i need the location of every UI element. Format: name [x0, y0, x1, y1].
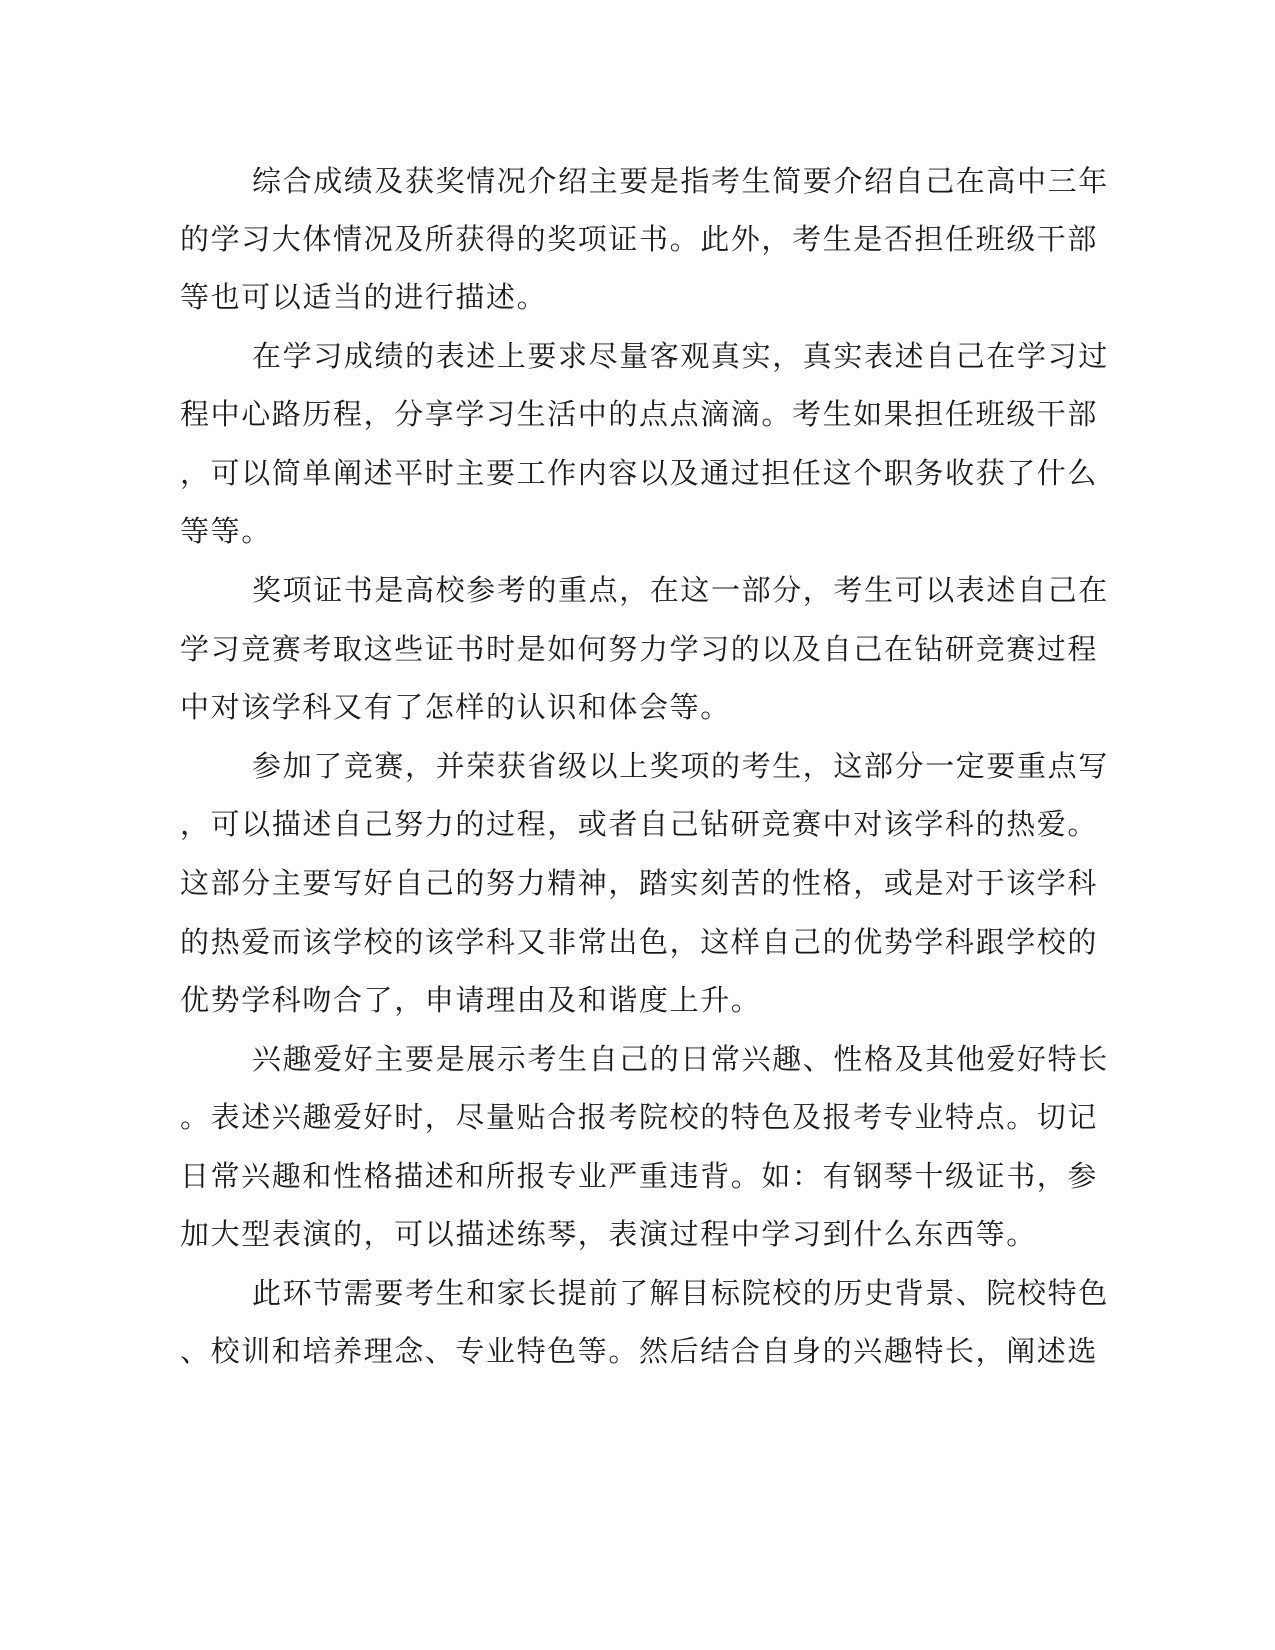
paragraph-4-line-3: 这部分主要写好自己的努力精神，踏实刻苦的性格，或是对于该学科: [180, 866, 1099, 900]
paragraph-1-line-3: 等也可以适当的进行描述。: [180, 280, 548, 314]
paragraph-4-line-2: ，可以描述自己努力的过程，或者自己钻研竞赛中对该学科的热爱。: [180, 807, 1099, 841]
paragraph-5-line-2: 。表述兴趣爱好时，尽量贴合报考院校的特色及报考专业特点。切记: [180, 1100, 1099, 1134]
paragraph-2-line-3: ，可以简单阐述平时主要工作内容以及通过担任这个职务收获了什么: [180, 456, 1099, 490]
paragraph-4-line-4: 的热爱而该学校的该学科又非常出色，这样自己的优势学科跟学校的: [180, 925, 1099, 959]
paragraph-5-line-4: 加大型表演的，可以描述练琴，表演过程中学习到什么东西等。: [180, 1217, 1037, 1251]
paragraph-3-line-2: 学习竞赛考取这些证书时是如何努力学习的以及自己在钻研竞赛过程: [180, 632, 1099, 666]
paragraph-3-line-1: 奖项证书是高校参考的重点，在这一部分，考生可以表述自己在: [252, 573, 1109, 607]
paragraph-6-line-1: 此环节需要考生和家长提前了解目标院校的历史背景、院校特色: [252, 1276, 1109, 1310]
paragraph-5-line-1: 兴趣爱好主要是展示考生自己的日常兴趣、性格及其他爱好特长: [252, 1042, 1109, 1076]
paragraph-6-line-2: 、校训和培养理念、专业特色等。然后结合自身的兴趣特长，阐述选: [180, 1334, 1099, 1368]
paragraph-4-line-1: 参加了竞赛，并荣获省级以上奖项的考生，这部分一定要重点写: [252, 749, 1109, 783]
paragraph-5-line-3: 日常兴趣和性格描述和所报专业严重违背。如：有钢琴十级证书，参: [180, 1159, 1099, 1193]
paragraph-1-line-2: 的学习大体情况及所获得的奖项证书。此外，考生是否担任班级干部: [180, 222, 1099, 256]
paragraph-2-line-4: 等等。: [180, 514, 272, 548]
paragraph-2-line-2: 程中心路历程，分享学习生活中的点点滴滴。考生如果担任班级干部: [180, 397, 1099, 431]
paragraph-1-line-1: 综合成绩及获奖情况介绍主要是指考生简要介绍自己在高中三年: [252, 164, 1109, 198]
paragraph-2-line-1: 在学习成绩的表述上要求尽量客观真实，真实表述自己在学习过: [252, 339, 1109, 373]
paragraph-4-line-5: 优势学科吻合了，申请理由及和谐度上升。: [180, 983, 762, 1017]
paragraph-3-line-3: 中对该学科又有了怎样的认识和体会等。: [180, 690, 731, 724]
